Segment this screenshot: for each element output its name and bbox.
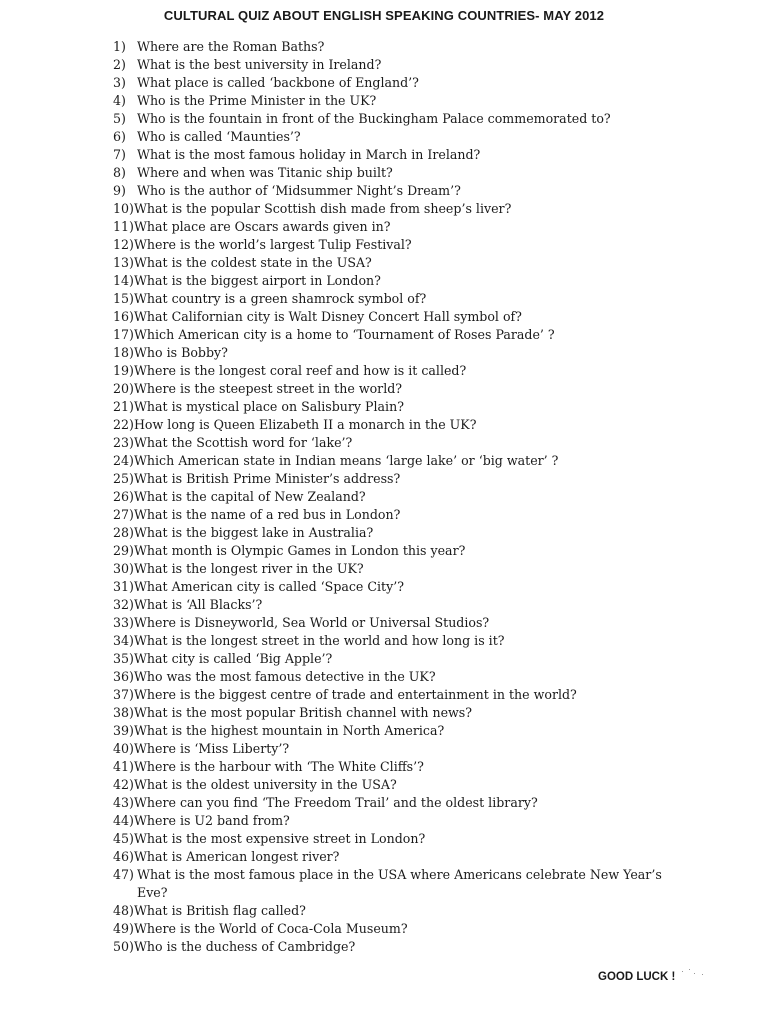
question-item (113, 866, 713, 902)
question-number: 36) (113, 669, 134, 684)
question-number: 45) (113, 831, 134, 846)
question-number: 29) (113, 543, 134, 558)
question-text: Where can you find ‘The Freedom Trail’ and the oldest library? (133, 795, 538, 810)
question-item (113, 254, 713, 272)
question-item (113, 452, 713, 470)
question-text: What is the longest street in the world and how long is it? (133, 633, 505, 648)
question-number: 21) (113, 399, 134, 414)
question-text: What is the longest river in the UK? (133, 561, 364, 576)
question-item (113, 182, 713, 200)
question-item (113, 776, 713, 794)
question-number: 15) (113, 291, 134, 306)
question-item (113, 758, 713, 776)
question-item (113, 164, 713, 182)
question-number: 6) (113, 129, 126, 144)
question-number: 19) (113, 363, 134, 378)
question-number: 20) (113, 381, 134, 396)
question-number: 37) (113, 687, 134, 702)
question-item (113, 56, 713, 74)
question-text: What is British flag called? (133, 903, 306, 918)
question-text: What is the popular Scottish dish made from sheep’s liver? (133, 201, 512, 216)
question-item (113, 722, 713, 740)
question-number: 50) (113, 939, 134, 954)
question-number: 16) (113, 309, 134, 324)
question-text: Who was the most famous detective in the UK? (133, 669, 436, 684)
question-text: What is the most famous place in the USA where Americans celebrate New Year’s Eve? (137, 867, 662, 900)
question-item (113, 506, 713, 524)
question-item (113, 146, 713, 164)
question-item (113, 560, 713, 578)
question-number: 10) (113, 201, 134, 216)
question-item (113, 812, 713, 830)
question-item (113, 578, 713, 596)
question-text: Who is the fountain in front of the Buckingham Palace commemorated to? (137, 111, 611, 126)
question-text: Who is called ‘Maunties’? (137, 129, 301, 144)
question-item (113, 326, 713, 344)
question-item (113, 524, 713, 542)
question-text: What is the most popular British channel with news? (133, 705, 473, 720)
question-text: What is the name of a red bus in London? (133, 507, 401, 522)
question-number: 11) (113, 219, 134, 234)
question-item (113, 596, 713, 614)
question-number: 33) (113, 615, 134, 630)
question-item (113, 902, 713, 920)
question-item (113, 74, 713, 92)
question-item (113, 38, 713, 56)
question-number: 5) (113, 111, 126, 126)
question-item (113, 920, 713, 938)
question-number: 31) (113, 579, 134, 594)
question-text: What is mystical place on Salisbury Plain? (133, 399, 404, 414)
question-item (113, 380, 713, 398)
question-item (113, 344, 713, 362)
question-text: Where is the longest coral reef and how is it called? (133, 363, 467, 378)
question-number: 18) (113, 345, 134, 360)
question-item (113, 704, 713, 722)
question-number: 41) (113, 759, 134, 774)
scan-specks (680, 968, 706, 978)
question-number: 40) (113, 741, 134, 756)
question-text: What is the biggest airport in London? (133, 273, 381, 288)
question-number: 34) (113, 633, 134, 648)
question-number: 4) (113, 93, 126, 108)
question-text: Who is the Prime Minister in the UK? (137, 93, 377, 108)
question-text: Which American city is a home to ‘Tournament of Roses Parade’ ? (133, 327, 555, 342)
question-item (113, 470, 713, 488)
question-item (113, 128, 713, 146)
question-number: 42) (113, 777, 134, 792)
question-item (113, 362, 713, 380)
question-text: What is American longest river? (133, 849, 340, 864)
question-item (113, 308, 713, 326)
question-text: Where is Disneyworld, Sea World or Universal Studios? (133, 615, 490, 630)
question-text: Where is the harbour with ‘The White Cliffs’? (133, 759, 424, 774)
question-number: 39) (113, 723, 134, 738)
question-text: Which American state in Indian means ‘large lake’ or ‘big water’ ? (133, 453, 559, 468)
question-text: What place is called ‘backbone of England’? (137, 75, 419, 90)
question-text: What Californian city is Walt Disney Concert Hall symbol of? (133, 309, 522, 324)
question-text: Where is ‘Miss Liberty’? (133, 741, 290, 756)
question-number: 9) (113, 183, 126, 198)
good-luck-footer: GOOD LUCK ! (598, 971, 676, 983)
question-item (113, 686, 713, 704)
question-text: What is the most famous holiday in March in Ireland? (137, 147, 481, 162)
question-item (113, 416, 713, 434)
question-text: How long is Queen Elizabeth II a monarch in the UK? (133, 417, 477, 432)
question-item (113, 614, 713, 632)
question-list (113, 38, 713, 956)
question-text: What country is a green shamrock symbol of? (133, 291, 427, 306)
question-text: Where is U2 band from? (133, 813, 290, 828)
question-item (113, 92, 713, 110)
question-number: 48) (113, 903, 134, 918)
question-text: What American city is called ‘Space City’? (133, 579, 404, 594)
question-number: 43) (113, 795, 134, 810)
question-number: 46) (113, 849, 134, 864)
question-item (113, 488, 713, 506)
question-text: What is the capital of New Zealand? (133, 489, 366, 504)
question-text: What is the coldest state in the USA? (133, 255, 372, 270)
question-number: 22) (113, 417, 134, 432)
question-item (113, 632, 713, 650)
question-item (113, 290, 713, 308)
question-number: 14) (113, 273, 134, 288)
question-number: 44) (113, 813, 134, 828)
question-number: 7) (113, 147, 126, 162)
question-text: Where is the steepest street in the world? (133, 381, 403, 396)
question-item (113, 848, 713, 866)
question-number: 24) (113, 453, 134, 468)
question-text: What is the best university in Ireland? (137, 57, 382, 72)
question-text: What place are Oscars awards given in? (133, 219, 391, 234)
question-item (113, 740, 713, 758)
question-item (113, 938, 713, 956)
question-item (113, 236, 713, 254)
question-text: Where is the World of Coca-Cola Museum? (133, 921, 408, 936)
question-number: 2) (113, 57, 126, 72)
question-number: 13) (113, 255, 134, 270)
question-text: What the Scottish word for ‘lake’? (133, 435, 353, 450)
question-number: 28) (113, 525, 134, 540)
question-number: 35) (113, 651, 134, 666)
question-number: 8) (113, 165, 126, 180)
question-item (113, 218, 713, 236)
question-number: 30) (113, 561, 134, 576)
question-number: 23) (113, 435, 134, 450)
question-number: 12) (113, 237, 134, 252)
question-text: What is British Prime Minister’s address? (133, 471, 401, 486)
question-text: Who is the duchess of Cambridge? (133, 939, 356, 954)
question-number: 38) (113, 705, 134, 720)
question-item (113, 398, 713, 416)
question-text: What is ‘All Blacks’? (133, 597, 263, 612)
question-text: Who is Bobby? (133, 345, 228, 360)
question-number: 47) (113, 867, 134, 882)
question-item (113, 200, 713, 218)
question-number: 17) (113, 327, 134, 342)
question-item (113, 650, 713, 668)
question-text: What month is Olympic Games in London this year? (133, 543, 466, 558)
question-text: Who is the author of ‘Midsummer Night’s Dream’? (137, 183, 461, 198)
question-number: 49) (113, 921, 134, 936)
page-title: CULTURAL QUIZ ABOUT ENGLISH SPEAKING COUNTRIES- MAY 2012 (163, 8, 605, 23)
question-number: 25) (113, 471, 134, 486)
question-text: What is the highest mountain in North America? (133, 723, 445, 738)
question-number: 1) (113, 39, 126, 54)
question-text: What city is called ‘Big Apple’? (133, 651, 333, 666)
question-number: 32) (113, 597, 134, 612)
question-item (113, 272, 713, 290)
question-item (113, 434, 713, 452)
question-text: What is the oldest university in the USA? (133, 777, 397, 792)
question-item (113, 830, 713, 848)
question-text: Where is the biggest centre of trade and entertainment in the world? (133, 687, 577, 702)
question-item (113, 110, 713, 128)
question-number: 26) (113, 489, 134, 504)
question-number: 3) (113, 75, 126, 90)
question-text: Where are the Roman Baths? (137, 39, 325, 54)
question-item (113, 668, 713, 686)
question-text: What is the biggest lake in Australia? (133, 525, 374, 540)
question-item (113, 794, 713, 812)
question-text: Where and when was Titanic ship built? (137, 165, 393, 180)
question-number: 27) (113, 507, 134, 522)
question-text: What is the most expensive street in London? (133, 831, 426, 846)
question-item (113, 542, 713, 560)
question-text: Where is the world’s largest Tulip Festival? (133, 237, 412, 252)
